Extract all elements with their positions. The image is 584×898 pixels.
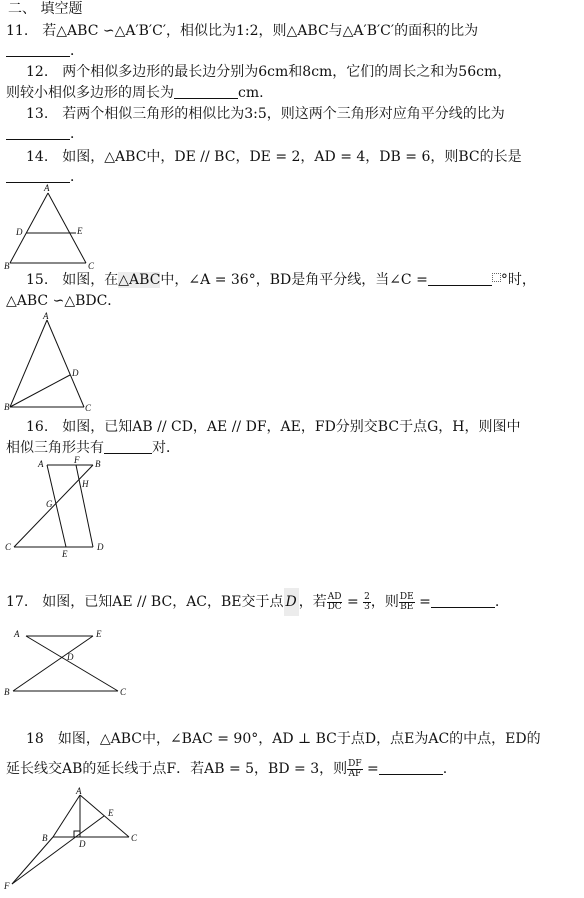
- period: ．: [70, 126, 84, 142]
- label-e: E: [77, 226, 83, 236]
- fraction-df-af: $\frac{DF}{AF}$: [348, 758, 362, 779]
- question-17-text-c: ，则: [370, 594, 399, 610]
- label-a: A: [76, 786, 82, 796]
- question-13-answer-line: [6, 125, 84, 143]
- extension-bf: [12, 837, 53, 884]
- answer-blank[interactable]: [428, 271, 492, 286]
- question-18-line2: 延长线交AB的延长线于点F．若AB = 5，BD = 3，则 $\frac{DF}{AF}$ = .: [6, 758, 448, 779]
- label-a: A: [43, 311, 49, 321]
- question-11-answer-line: [6, 42, 84, 60]
- label-d: D: [67, 652, 74, 662]
- label-b: B: [4, 687, 10, 697]
- label-c: C: [120, 687, 127, 697]
- answer-blank[interactable]: [6, 125, 70, 140]
- section-title: 二、 填空题: [8, 1, 83, 17]
- line-ef: [12, 816, 104, 884]
- label-c: C: [85, 403, 92, 413]
- label-b: B: [4, 261, 10, 271]
- question-13: 13. 若两个相似三角形的相似比为3:5，则这两个三角形对应角平分线的比为: [26, 106, 505, 122]
- point-d: D: [284, 588, 299, 616]
- question-18-text: 延长线交AB的延长线于点F．若AB = 5，BD = 3，则: [6, 761, 348, 777]
- label-d: D: [16, 227, 23, 237]
- side-ac: [80, 795, 129, 837]
- fraction-2-3: $\frac{2}{3}$: [364, 591, 370, 612]
- label-c: C: [88, 261, 95, 271]
- question-11: [6, 22, 478, 40]
- answer-blank[interactable]: [431, 593, 495, 608]
- label-f: F: [4, 881, 10, 891]
- question-16-tail: 对．: [152, 440, 180, 456]
- label-e: E: [108, 808, 114, 818]
- label-f: F: [74, 455, 80, 465]
- segment-be: [13, 636, 93, 691]
- bisector-bd: [10, 375, 70, 407]
- answer-blank[interactable]: [174, 84, 238, 99]
- question-17: 17. 如图，已知AE // BC，AC，BE交于点 D ，若 $\frac{AD}{DC}$ = $\frac{2}{3}$ ，则 $\frac{DE}{BE}$ = .: [6, 588, 499, 616]
- label-a: A: [14, 629, 20, 639]
- question-15-text-c: °时，: [500, 272, 536, 288]
- question-11-text: 11. 若△ABC ∽△A′B′C′，相似比为1:2，则△ABC与△A′B′C′的面积的比为: [6, 23, 479, 39]
- question-15-line2: △ABC ∽△BDC．: [6, 293, 122, 309]
- question-18: 18 如图，△ABC中，∠BAC = 90°，AD ⊥ BC于点D，点E为AC的中点，ED的: [26, 731, 541, 747]
- segment-ac: [26, 636, 118, 691]
- question-12-text: 则较小相似多边形的周长为: [6, 85, 174, 101]
- label-d: D: [72, 368, 79, 378]
- answer-blank[interactable]: [379, 760, 443, 775]
- question-12: 12. 两个相似多边形的最长边分别为6cm和8cm，它们的周长之和为56cm，: [26, 64, 512, 80]
- period: ．: [70, 169, 84, 185]
- answer-blank[interactable]: [6, 168, 70, 183]
- question-14: 14. 如图，△ABC中，DE // BC，DE = 2，AD = 4，DB = 6，则BC的长是: [26, 149, 522, 165]
- label-d: D: [97, 542, 104, 552]
- triangle-abc: △ABC: [118, 272, 161, 288]
- figure-14: [0, 183, 110, 273]
- unit: cm.: [238, 85, 264, 101]
- label-e: E: [96, 629, 102, 639]
- label-d: D: [79, 839, 86, 849]
- figure-16: [0, 455, 120, 560]
- question-15: [0, 271, 536, 289]
- side-ac: [47, 320, 84, 407]
- question-16: 16. 如图，已知AB // CD，AE // DF，AE，FD分别交BC于点G，H，则图中: [26, 419, 521, 435]
- side-ab: [10, 320, 47, 407]
- question-12-line2: [6, 84, 264, 102]
- fraction-ad-dc: $\frac{AD}{DC}$: [327, 591, 342, 612]
- label-c: C: [131, 833, 138, 843]
- question-16-text: 相似三角形共有: [6, 440, 104, 456]
- segment-fd: [76, 465, 93, 547]
- figure-15: [0, 310, 110, 415]
- label-c: C: [5, 542, 12, 552]
- fraction-de-be: $\frac{DE}{BE}$: [399, 591, 414, 612]
- answer-blank[interactable]: [104, 439, 152, 454]
- question-17-text-a: 17. 如图，已知AE // BC，AC，BE交于点: [6, 594, 284, 610]
- answer-blank[interactable]: [6, 42, 70, 57]
- placeholder-box: [492, 273, 501, 282]
- label-b: B: [42, 833, 48, 843]
- label-h: H: [82, 479, 89, 489]
- question-17-text-b: ，若: [298, 594, 327, 610]
- label-e: E: [62, 549, 68, 559]
- label-g: G: [46, 499, 53, 509]
- segment-bc: [14, 465, 93, 547]
- period: ．: [70, 43, 84, 59]
- label-a: A: [38, 459, 44, 469]
- question-15-text-b: 中，∠A = 36°，BD是角平分线，当∠C =: [160, 272, 428, 288]
- label-a: A: [44, 183, 50, 193]
- figure-17: [0, 625, 140, 700]
- figure-18: [0, 785, 150, 895]
- label-b: B: [95, 459, 101, 469]
- question-15-text-a: 15. 如图，在: [26, 272, 119, 288]
- label-b: B: [4, 402, 10, 412]
